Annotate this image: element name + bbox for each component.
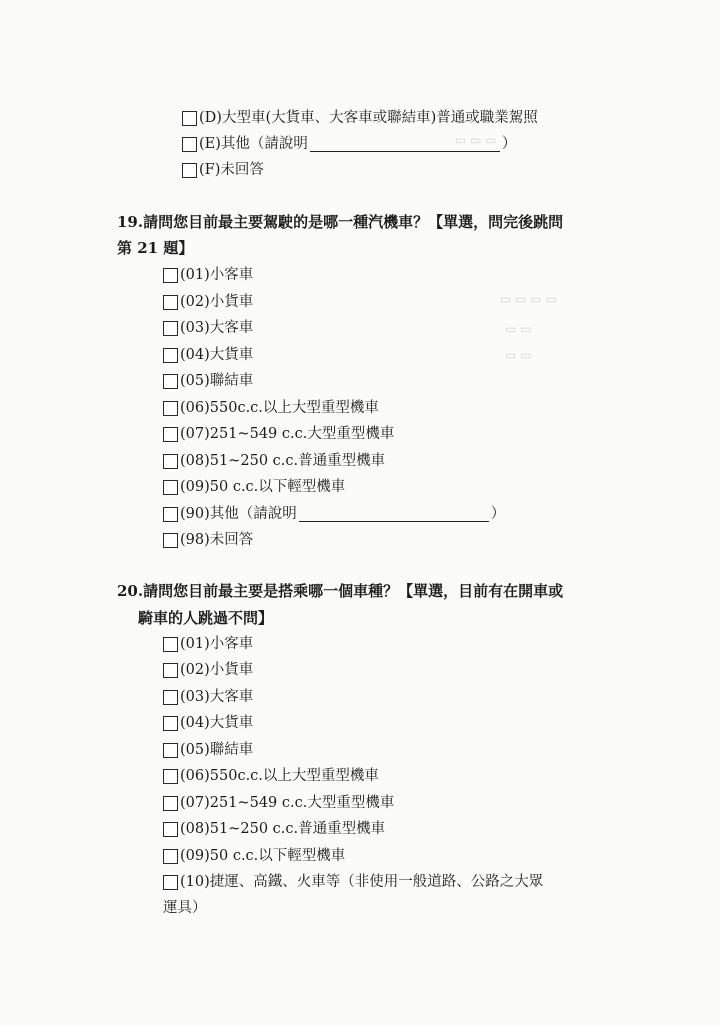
option-code: (09)	[180, 479, 210, 495]
option-label: 其他（請說明	[220, 136, 308, 152]
q19-option-09[interactable]	[163, 477, 345, 497]
option-code: (98)	[180, 532, 210, 548]
checkbox[interactable]	[163, 875, 178, 890]
option-code: (03)	[180, 320, 210, 336]
option-code: (05)	[180, 742, 210, 758]
option-label: 大型車(大貨車、大客車或聯結車)普通或職業駕照	[221, 110, 538, 126]
option-f[interactable]	[182, 160, 264, 180]
checkbox[interactable]	[163, 822, 178, 837]
option-label: 大貨車	[209, 715, 254, 731]
q19-option-06[interactable]	[163, 398, 379, 418]
option-code: (D)	[199, 110, 222, 126]
option-label: 50 c.c.以下輕型機車	[209, 848, 346, 864]
checkbox[interactable]	[163, 374, 178, 389]
bleed-through-mark: ▭ ▭	[505, 322, 532, 336]
option-e[interactable]	[182, 134, 516, 154]
option-label: 其他（請說明	[209, 506, 297, 522]
checkbox[interactable]	[163, 637, 178, 652]
bleed-through-mark: ▭ ▭	[505, 348, 532, 362]
q20-option-07[interactable]	[163, 793, 394, 813]
option-label: 51~250 c.c.普通重型機車	[209, 453, 386, 469]
option-label: 大貨車	[209, 347, 254, 363]
q19-option-98[interactable]	[163, 530, 253, 550]
option-label: 550c.c.以上大型重型機車	[209, 400, 379, 416]
explain-blank[interactable]	[299, 507, 489, 522]
question-20-line2: 騎車的人跳過不問】	[138, 609, 274, 627]
option-label: 251~549 c.c.大型重型機車	[209, 795, 395, 811]
option-code: (07)	[180, 795, 210, 811]
q19-option-07[interactable]	[163, 424, 394, 444]
option-tail: ）	[490, 506, 506, 522]
option-label: 51~250 c.c.普通重型機車	[209, 821, 386, 837]
option-tail: ）	[501, 136, 517, 152]
q20-option-04[interactable]	[163, 713, 253, 733]
checkbox[interactable]	[163, 716, 178, 731]
checkbox[interactable]	[163, 454, 178, 469]
option-code: (06)	[180, 768, 210, 784]
checkbox[interactable]	[163, 401, 178, 416]
checkbox[interactable]	[163, 796, 178, 811]
bleed-through-mark: ▭ ▭ ▭ ▭	[500, 292, 557, 306]
q20-option-08[interactable]	[163, 819, 385, 839]
option-label: 小客車	[209, 267, 254, 283]
checkbox[interactable]	[163, 743, 178, 758]
q19-option-01[interactable]	[163, 265, 253, 285]
q20-option-05[interactable]	[163, 740, 253, 760]
checkbox[interactable]	[182, 111, 197, 126]
option-code: (01)	[180, 267, 210, 283]
option-label: 550c.c.以上大型重型機車	[209, 768, 379, 784]
option-label: 大客車	[209, 689, 254, 705]
option-code: (02)	[180, 662, 210, 678]
option-code: (04)	[180, 347, 210, 363]
option-label: 小貨車	[209, 294, 254, 310]
option-code: (E)	[199, 136, 221, 152]
option-label: 大客車	[209, 320, 254, 336]
q19-option-03[interactable]	[163, 318, 253, 338]
option-code: (04)	[180, 715, 210, 731]
option-code: (05)	[180, 373, 210, 389]
checkbox[interactable]	[163, 321, 178, 336]
option-code: (08)	[180, 453, 210, 469]
q19-option-04[interactable]	[163, 345, 253, 365]
option-code: (F)	[199, 162, 221, 178]
explain-blank[interactable]	[310, 137, 500, 152]
option-d[interactable]	[182, 108, 538, 128]
q20-option-06[interactable]	[163, 766, 379, 786]
option-label: 小貨車	[209, 662, 254, 678]
checkbox[interactable]	[163, 690, 178, 705]
q20-option-10-continuation: 運具）	[163, 900, 207, 916]
q20-option-01[interactable]	[163, 634, 253, 654]
option-label: 50 c.c.以下輕型機車	[209, 479, 346, 495]
option-label: 捷運、高鐵、火車等（非使用一般道路、公路之大眾	[209, 874, 544, 890]
checkbox[interactable]	[163, 480, 178, 495]
option-label: 小客車	[209, 636, 254, 652]
question-19-line2: 第 21 題】	[117, 239, 194, 257]
option-code: (01)	[180, 636, 210, 652]
q19-option-90[interactable]	[163, 504, 505, 524]
option-label: 聯結車	[209, 742, 254, 758]
question-19-line1: 19.請問您目前最主要駕駛的是哪一種汽機車？【單選，問完後跳問	[117, 213, 564, 231]
checkbox[interactable]	[163, 663, 178, 678]
checkbox[interactable]	[163, 348, 178, 363]
checkbox[interactable]	[182, 137, 197, 152]
option-label: 未回答	[220, 162, 264, 178]
option-code: (07)	[180, 426, 210, 442]
q19-option-02[interactable]	[163, 292, 253, 312]
q20-option-09[interactable]	[163, 846, 345, 866]
checkbox[interactable]	[163, 533, 178, 548]
checkbox[interactable]	[163, 769, 178, 784]
checkbox[interactable]	[163, 507, 178, 522]
option-code: (10)	[180, 874, 210, 890]
option-code: (90)	[180, 506, 210, 522]
option-code: (09)	[180, 848, 210, 864]
checkbox[interactable]	[163, 427, 178, 442]
option-code: (08)	[180, 821, 210, 837]
q20-option-10[interactable]	[163, 872, 543, 892]
option-code: (03)	[180, 689, 210, 705]
option-code: (02)	[180, 294, 210, 310]
option-label: 251~549 c.c.大型重型機車	[209, 426, 395, 442]
q20-option-03[interactable]	[163, 687, 253, 707]
checkbox[interactable]	[163, 295, 178, 310]
q20-option-02[interactable]	[163, 660, 253, 680]
checkbox[interactable]	[163, 268, 178, 283]
option-label: 聯結車	[209, 373, 254, 389]
checkbox[interactable]	[163, 849, 178, 864]
bleed-through-mark: ▭ ▭ ▭	[455, 133, 497, 147]
question-20-line1: 20.請問您目前最主要是搭乘哪一個車種？【單選，目前有在開車或	[117, 582, 564, 600]
option-code: (06)	[180, 400, 210, 416]
q19-option-08[interactable]	[163, 451, 385, 471]
option-label: 未回答	[209, 532, 254, 548]
q19-option-05[interactable]	[163, 371, 253, 391]
checkbox[interactable]	[182, 163, 197, 178]
